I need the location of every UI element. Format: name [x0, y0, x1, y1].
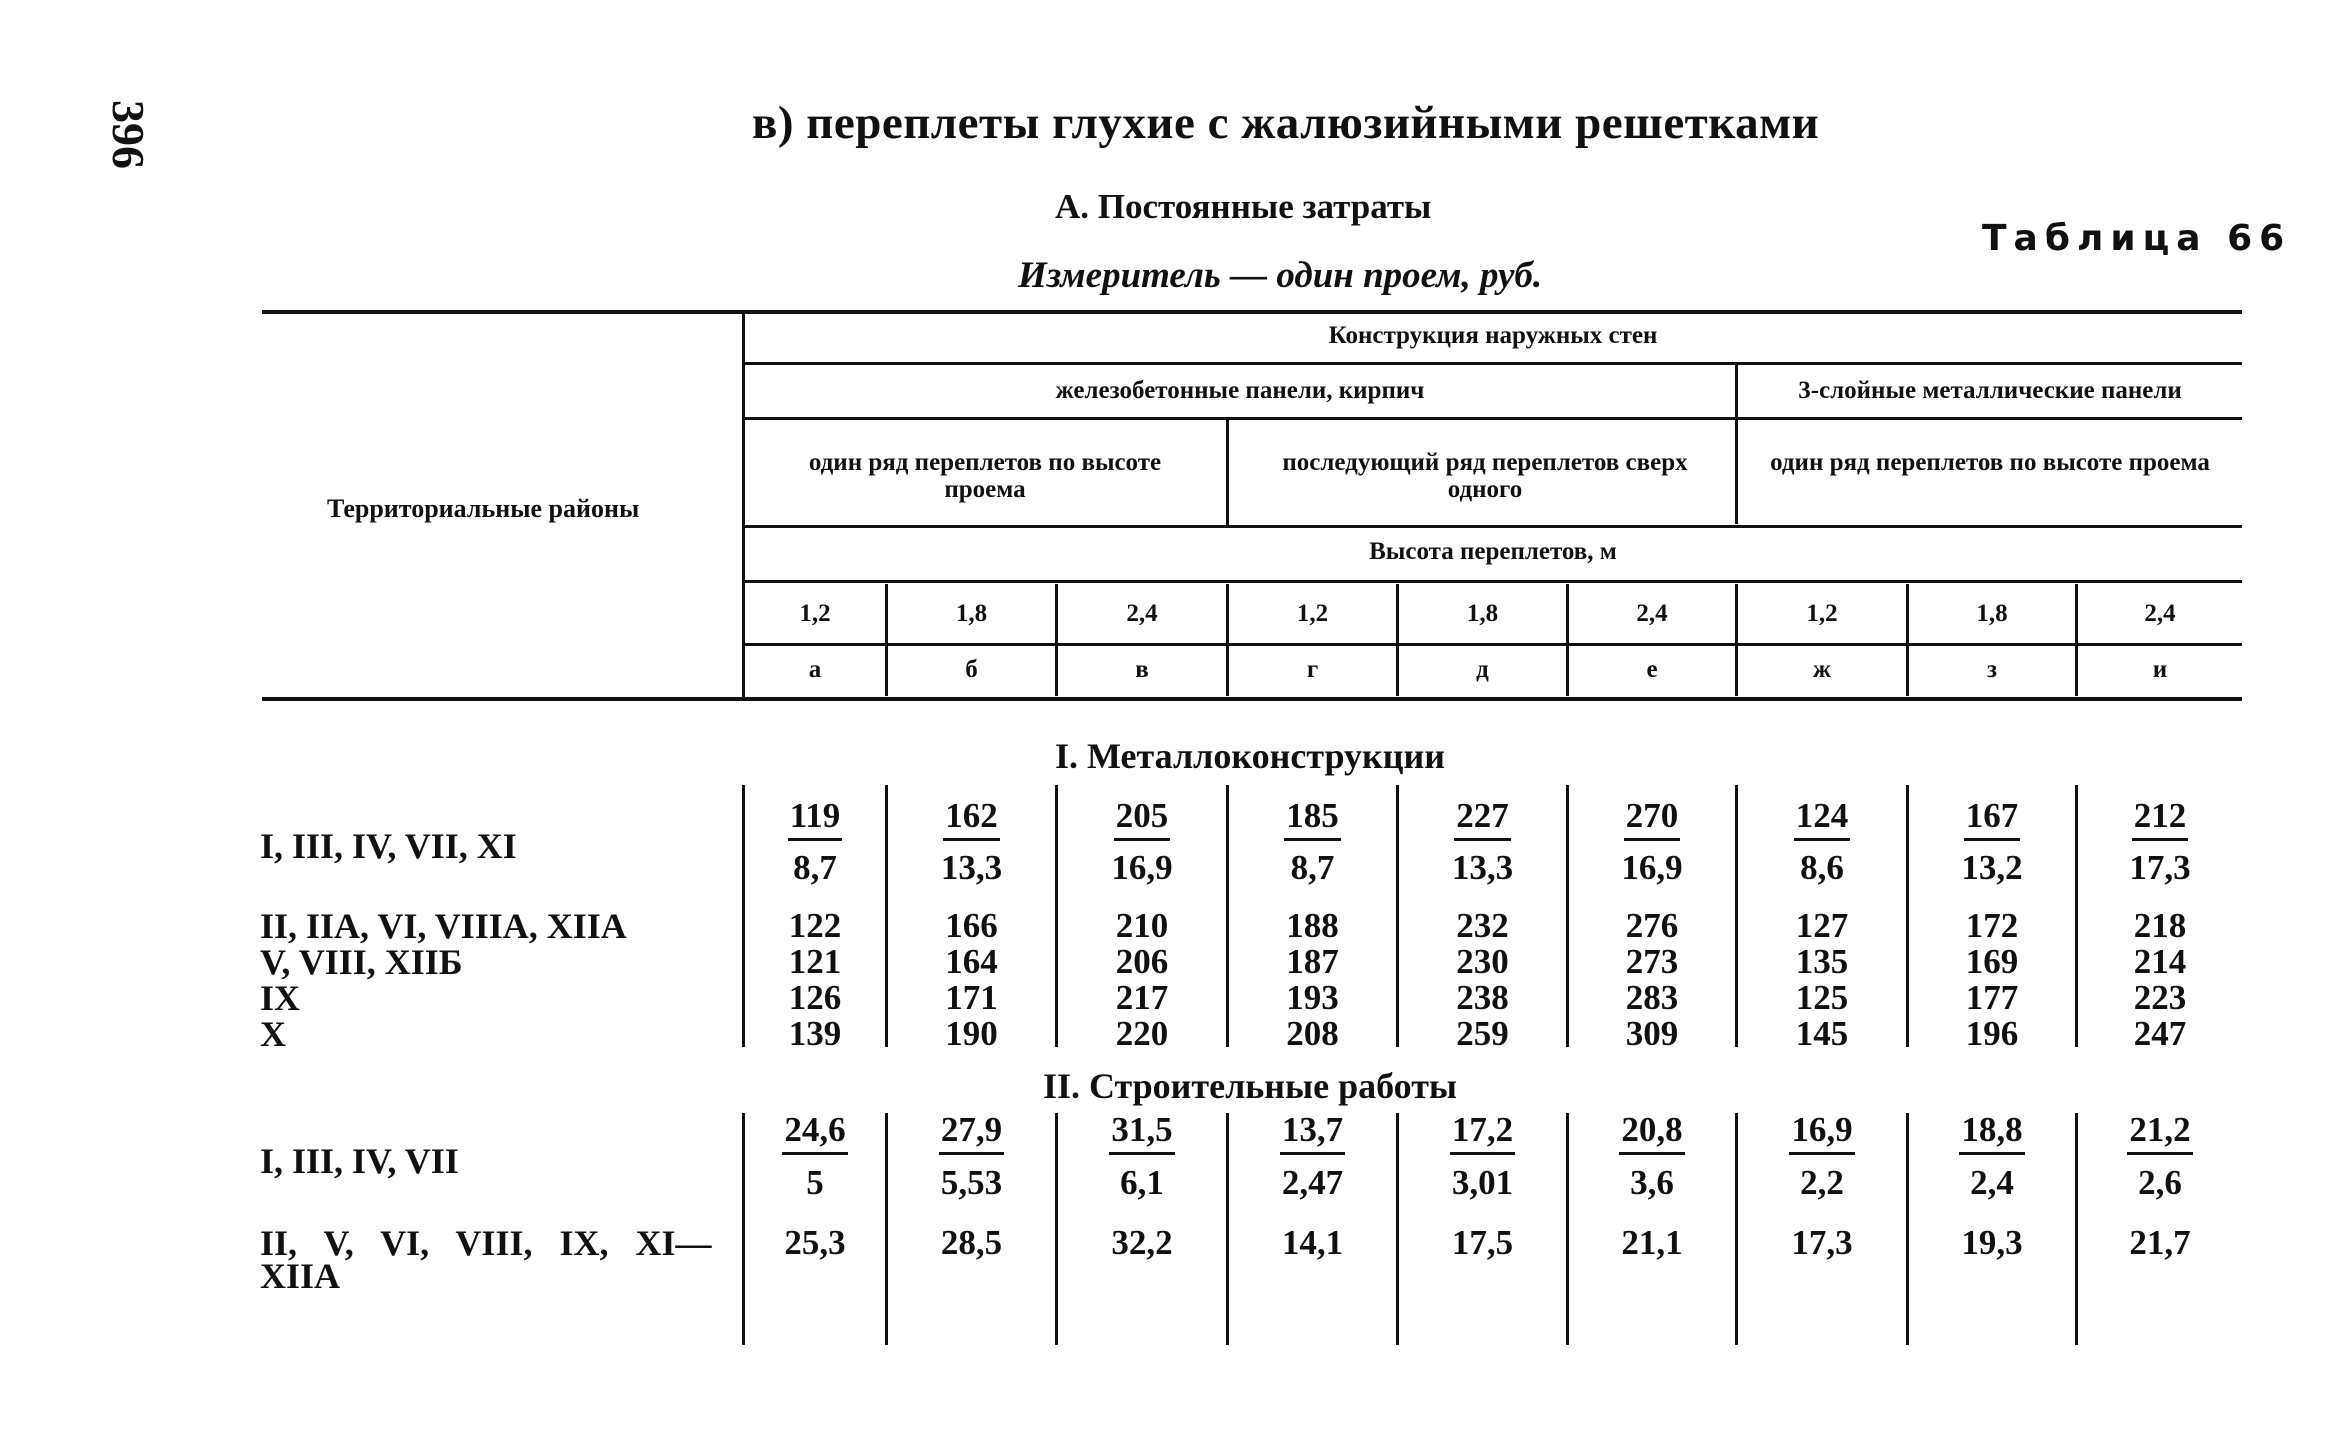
- table-cell: 172: [1965, 906, 2019, 945]
- table-cell: 218: [2133, 906, 2187, 945]
- table-cell-numerator: [1229, 1112, 1396, 1155]
- table-cell-denominator: 2,4: [1970, 1163, 2014, 1202]
- table-cell: 276: [1625, 906, 1679, 945]
- table-cell-denominator: 2,6: [2138, 1163, 2182, 1202]
- sub-metal-one-label: один ряд переплетов по высоте проема: [1770, 449, 2210, 476]
- table-cell: 17,5: [1451, 1223, 1514, 1262]
- group-rc-label: железобетонные панели, кирпич: [1055, 377, 1425, 404]
- height-value: 1,2: [799, 600, 831, 627]
- column-letter: д: [1476, 656, 1489, 683]
- fraction-numerator: 16,9: [1789, 1112, 1854, 1155]
- column-letter: в: [1135, 656, 1149, 683]
- fraction-numerator: 27,9: [939, 1112, 1004, 1155]
- height-value: 1,8: [1466, 600, 1499, 627]
- sub-rc-next-label: последующий ряд переплетов сверх одного: [1282, 449, 1688, 503]
- table-label: Таблица 66: [1982, 218, 2292, 259]
- table-cell: 283: [1625, 978, 1679, 1017]
- table-cell: 21,1: [1621, 1223, 1683, 1262]
- rule-under-height-label: [744, 580, 2242, 583]
- table-cell-numerator: [745, 1112, 885, 1155]
- column-letter: б: [965, 656, 978, 683]
- table-cell: 19,3: [1961, 1223, 2023, 1262]
- table-cell: 135: [1795, 942, 1849, 981]
- fraction-numerator: 162: [943, 798, 1000, 841]
- table-cell: 259: [1456, 1014, 1509, 1053]
- table-cell: 125: [1795, 978, 1849, 1017]
- region-label: X: [260, 1014, 286, 1054]
- table-cell-numerator: [1569, 1112, 1735, 1155]
- height-value: 2,4: [1636, 600, 1668, 627]
- fraction-numerator: 185: [1284, 798, 1341, 841]
- table-cell: 238: [1456, 978, 1509, 1017]
- fraction-numerator: 227: [1454, 798, 1511, 841]
- table-cell-numerator: [1909, 798, 2075, 841]
- fraction-numerator: 24,6: [782, 1112, 847, 1155]
- table-cell: 206: [1115, 942, 1169, 981]
- table-cell: 32,2: [1111, 1223, 1173, 1262]
- table-cell: 122: [788, 906, 842, 945]
- table-cell: 309: [1625, 1014, 1679, 1053]
- fraction-numerator: 20,8: [1619, 1112, 1684, 1155]
- sub-rc-one-label: один ряд переплетов по высоте проема: [808, 449, 1162, 503]
- table-cell: 177: [1965, 978, 2019, 1017]
- table-cell: 193: [1286, 978, 1339, 1017]
- page-title: в) переплеты глухие с жалюзийными решетками: [752, 97, 1820, 149]
- table-cell-denominator: 6,1: [1120, 1163, 1164, 1202]
- region-label: V, VIII, XIIБ: [260, 942, 463, 982]
- table-cell: 145: [1795, 1014, 1849, 1053]
- table-cell: 171: [945, 978, 998, 1017]
- table-cell: 169: [1965, 942, 2019, 981]
- table-cell: 126: [788, 978, 842, 1017]
- table-cell-numerator: [1569, 798, 1735, 841]
- table-cell: 139: [788, 1014, 842, 1053]
- region-label: I, III, IV, VII: [260, 1141, 459, 1181]
- region-label: XIIA: [260, 1256, 341, 1296]
- table-cell-numerator: [2078, 798, 2242, 841]
- table-cell-numerator: [1399, 1112, 1566, 1155]
- table-cell-denominator: 16,9: [1111, 848, 1173, 887]
- table-cell-numerator: [1058, 798, 1226, 841]
- region-label: I, III, IV, VII, XI: [260, 826, 517, 866]
- region-label: II, V, VI, VIII, IX, XI—: [260, 1223, 712, 1263]
- header-bottom-rule: [262, 697, 2242, 701]
- fraction-numerator: 17,2: [1450, 1112, 1515, 1155]
- column-letter: з: [1986, 656, 1998, 683]
- height-label: Высота переплетов, м: [1369, 538, 1617, 565]
- subgroup-divider: [1226, 419, 1229, 525]
- table-cell: 25,3: [784, 1223, 846, 1262]
- fraction-numerator: 119: [788, 798, 843, 841]
- rule-under-heights: [744, 643, 2242, 646]
- header-top-rule: [262, 310, 2242, 314]
- table-cell: 214: [2133, 942, 2187, 981]
- table-cell-numerator: [1058, 1112, 1226, 1155]
- group-metal-label: 3-слойные металлические панели: [1798, 377, 2182, 404]
- table-cell: 223: [2133, 978, 2187, 1017]
- rule-under-subgroups: [744, 525, 2242, 528]
- table-cell: 217: [1115, 978, 1169, 1017]
- table-cell: 14,1: [1281, 1223, 1344, 1262]
- column-letter: е: [1646, 656, 1658, 683]
- height-value: 1,2: [1296, 600, 1329, 627]
- section-subtitle: А. Постоянные затраты: [1055, 187, 1432, 226]
- table-cell-denominator: 13,3: [940, 848, 1003, 887]
- height-value: 1,2: [1806, 600, 1838, 627]
- header-divider: [742, 312, 745, 698]
- fraction-numerator: 212: [2132, 798, 2189, 841]
- table-cell: 17,3: [1791, 1223, 1853, 1262]
- fraction-numerator: 205: [1114, 798, 1171, 841]
- table-cell: 208: [1286, 1014, 1339, 1053]
- table-cell-numerator: [1229, 798, 1396, 841]
- table-cell: 210: [1115, 906, 1169, 945]
- table-cell-denominator: 5: [806, 1163, 824, 1202]
- table-cell: 190: [945, 1014, 998, 1053]
- column-letter: и: [2152, 656, 2168, 683]
- measure-unit: Измеритель — один проем, руб.: [1018, 255, 1543, 296]
- table-cell-denominator: 13,3: [1451, 848, 1514, 887]
- table-cell: 188: [1286, 906, 1339, 945]
- table-cell-denominator: 5,53: [940, 1163, 1003, 1202]
- table-cell-numerator: [2078, 1112, 2242, 1155]
- table-cell-denominator: 3,01: [1451, 1163, 1514, 1202]
- column-letter: а: [808, 656, 822, 683]
- table-cell-denominator: 16,9: [1621, 848, 1683, 887]
- fraction-numerator: 13,7: [1280, 1112, 1345, 1155]
- table-cell-denominator: 2,47: [1281, 1163, 1344, 1202]
- table-cell-numerator: [745, 798, 885, 841]
- table-cell: 166: [945, 906, 998, 945]
- table-cell: 232: [1456, 906, 1509, 945]
- page-number: 396: [103, 100, 154, 169]
- table-cell-denominator: 3,6: [1630, 1163, 1674, 1202]
- table-cell: 187: [1286, 942, 1339, 981]
- fraction-numerator: 167: [1964, 798, 2021, 841]
- table-cell-denominator: 17,3: [2129, 848, 2191, 887]
- table-cell: 230: [1456, 942, 1509, 981]
- column-letter: ж: [1812, 656, 1832, 683]
- fraction-numerator: 270: [1624, 798, 1681, 841]
- column-letter: г: [1306, 656, 1319, 683]
- section-title-construction: II. Строительные работы: [1042, 1066, 1458, 1106]
- table-cell-denominator: 8,7: [793, 848, 837, 887]
- height-value: 1,8: [1976, 600, 2008, 627]
- wall-construction-label: Конструкция наружных стен: [1328, 322, 1658, 349]
- table-cell-denominator: 2,2: [1800, 1163, 1844, 1202]
- regions-label: Территориальные районы: [327, 494, 640, 523]
- region-label: IX: [260, 978, 301, 1018]
- table-cell: 21,7: [2129, 1223, 2191, 1262]
- region-label: II, IIA, VI, VIIIA, XIIA: [260, 906, 627, 946]
- table-cell-denominator: 8,7: [1290, 848, 1335, 887]
- height-value: 2,4: [1126, 600, 1158, 627]
- fraction-numerator: 31,5: [1109, 1112, 1174, 1155]
- table-cell-numerator: [1399, 798, 1566, 841]
- table-cell-numerator: [888, 798, 1055, 841]
- rule-under-groups: [744, 417, 2242, 420]
- table-cell: 164: [945, 942, 998, 981]
- fraction-numerator: 18,8: [1959, 1112, 2024, 1155]
- section-title-metal: I. Металлоконструкции: [1055, 736, 1445, 776]
- height-value: 1,8: [955, 600, 988, 627]
- table-cell: 220: [1115, 1014, 1169, 1053]
- table-cell-numerator: [1909, 1112, 2075, 1155]
- table-cell-numerator: [1738, 798, 1906, 841]
- table-cell-numerator: [888, 1112, 1055, 1155]
- table-cell-denominator: 13,2: [1961, 848, 2023, 887]
- table-cell: 196: [1965, 1014, 2019, 1053]
- table-cell: 127: [1795, 906, 1849, 945]
- table-cell: 273: [1625, 942, 1679, 981]
- table-cell-denominator: 8,6: [1800, 848, 1844, 887]
- fraction-numerator: 124: [1794, 798, 1851, 841]
- table-cell: 28,5: [940, 1223, 1003, 1262]
- fraction-numerator: 21,2: [2127, 1112, 2192, 1155]
- table-cell: 121: [788, 942, 842, 981]
- height-value: 2,4: [2144, 600, 2176, 627]
- rule-under-construction: [744, 362, 2242, 365]
- table-cell: 247: [2133, 1014, 2187, 1053]
- table-cell-numerator: [1738, 1112, 1906, 1155]
